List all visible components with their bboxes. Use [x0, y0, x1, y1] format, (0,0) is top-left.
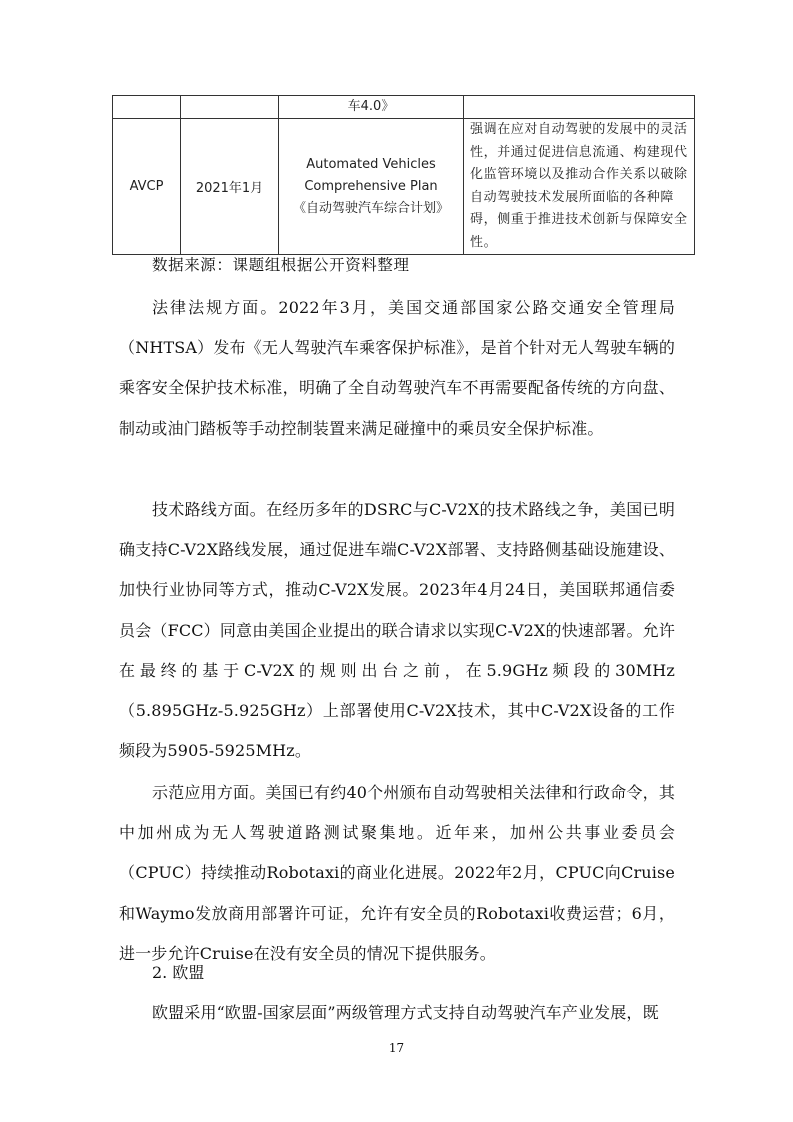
table-cell-name: 车4.0》	[279, 96, 464, 119]
table-cell-date	[181, 96, 279, 119]
plan-name-line: Comprehensive Plan	[304, 178, 438, 194]
table-cell-name	[279, 119, 464, 255]
paragraph-demo: 示范应用方面。美国已有约40个州颁布自动驾驶相关法律和行政命令，其中加州成为无人驾驶道路测试聚集地。近年来，加州公共事业委员会（CPUC）持续推动Robotaxi的商业化进展。2022年2月，CPUC向Cruise和Waymo发放商用部署许可证，允许有安全员的Robotaxi收费运营；6月，进一步允许Cruise在没有安全员的情况下提供服务。	[119, 783, 675, 963]
table-cell-abbr	[113, 96, 181, 119]
table-cell-abbr: AVCP	[113, 119, 181, 255]
table-cell-date: 2021年1月	[181, 119, 279, 255]
section-heading: 2. 欧盟	[152, 963, 205, 982]
plan-name-line: Automated Vehicles	[306, 156, 436, 172]
table-cell-description: 强调在应对自动驾驶的发展中的灵活性，并通过促进信息流通、构建现代化监管环境以及推动合作关系以破除自动驾驶技术发展所面临的各种障碍，侧重于推进技术创新与保障安全性。	[464, 119, 695, 255]
paragraph-eu: 欧盟采用“欧盟-国家层面”两级管理方式支持自动驾驶汽车产业发展，既	[152, 1003, 659, 1022]
page-number: 17	[388, 1041, 405, 1055]
table-row	[113, 119, 695, 255]
paragraph-tech: 技术路线方面。在经历多年的DSRC与C-V2X的技术路线之争，美国已明确支持C-V2X路线发展，通过促进车端C-V2X部署、支持路侧基础设施建设、加快行业协同等方式，推动C-V2X发展。2023年4月24日，美国联邦通信委员会（FCC）同意由美国企业提出的联合请求以实现C-V2X的快速部署。允许在最终的基于C-V2X的规则出台之前，在5.9GHz频段的30MHz（5.895GHz-5.925GHz）上部署使用C-V2X技术，其中C-V2X设备的工作频段为5905-5925MHz。	[119, 500, 675, 761]
plan-name-line: 《自动驾驶汽车综合计划》	[292, 200, 449, 216]
table-row	[113, 96, 695, 119]
data-source-note: 数据来源：课题组根据公开资料整理	[152, 256, 410, 274]
table-cell-description	[464, 96, 695, 119]
policy-table	[112, 95, 695, 255]
paragraph-law: 法律法规方面。2022年3月，美国交通部国家公路交通安全管理局（NHTSA）发布《无人驾驶汽车乘客保护标准》，是首个针对无人驾驶车辆的乘客安全保护技术标准，明确了全自动驾驶汽车不再需要配备传统的方向盘、制动或油门踏板等手动控制装置来满足碰撞中的乘员安全保护标准。	[119, 298, 675, 438]
